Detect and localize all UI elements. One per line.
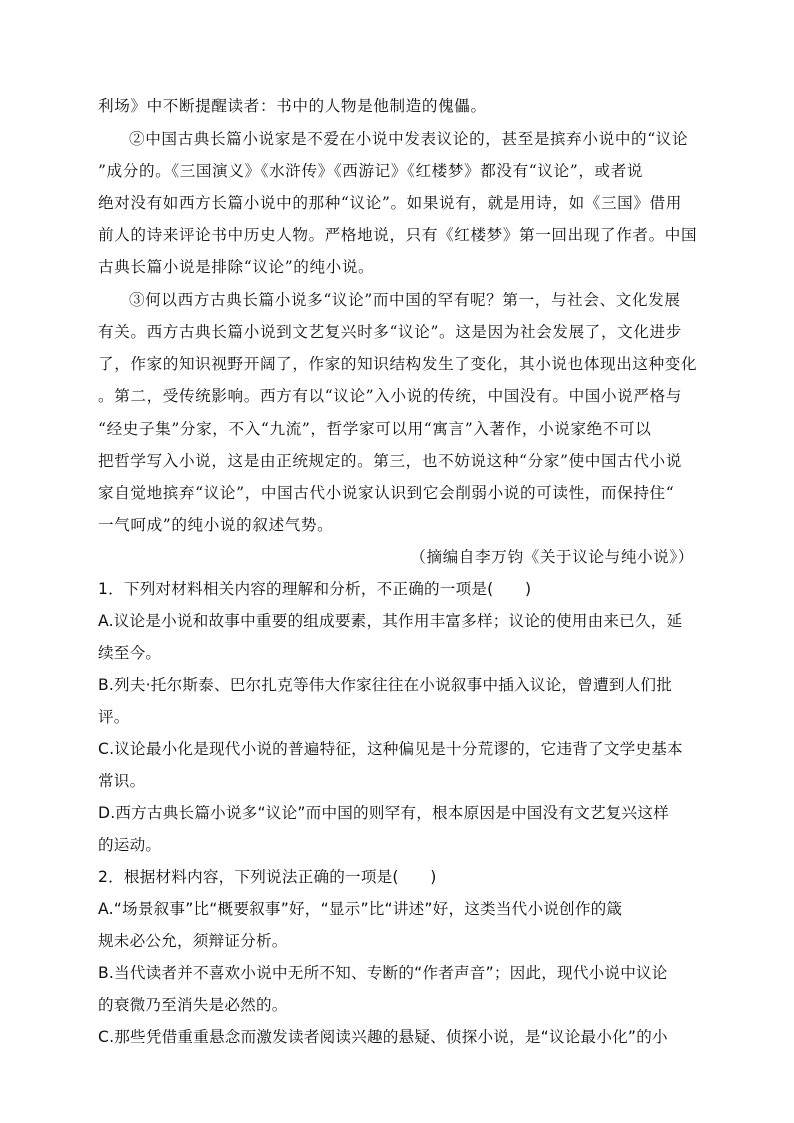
passage-line: 古典长篇小说是排除“议论”的纯小说。 [98, 258, 375, 276]
question-2-stem: 2．根据材料内容，下列说法正确的一项是( ) [98, 868, 437, 886]
passage-line: 有关。西方古典长篇小说到文艺复兴时多“议论”。这是因为社会发展了，文化进步 [98, 323, 682, 341]
passage-line: ③何以西方古典长篇小说多“议论”而中国的罕有呢？第一，与社会、文化发展 [129, 291, 681, 309]
question-1-option-d[interactable]: 的运动。 [98, 836, 162, 854]
passage-line: 。第二，受传统影响。西方有以“议论”入小说的传统，中国没有。中国小说严格与 [98, 387, 682, 405]
question-2-option-a[interactable]: 规未必公允，须辩证分析。 [98, 932, 288, 950]
passage-line: 把哲学写入小说，这是由正统规定的。第三，也不妨说这种“分家”使中国古代小说 [98, 452, 682, 470]
passage-line: ②中国古典长篇小说家是不爱在小说中发表议论的，甚至是摈弃小说中的“议论 [129, 130, 689, 148]
question-2-option-a[interactable]: A.“场景叙事”比“概要叙事”好，“显示”比“讲述”好，这类当代小说创作的箴 [98, 900, 623, 918]
question-1-stem: 1．下列对材料相关内容的理解和分析，不正确的一项是( ) [98, 580, 532, 598]
question-1-option-b[interactable]: 评。 [98, 708, 130, 726]
passage-line: 家自觉地摈弃“议论”，中国古代小说家认识到它会削弱小说的可读性，而保持住“ [98, 484, 675, 502]
passage-line: 一气呵成”的纯小说的叙述气势。 [98, 516, 334, 534]
passage-source: （摘编自李万钧《关于议论与纯小说》） [410, 548, 694, 566]
question-1-option-a[interactable]: A.议论是小说和故事中重要的组成要素，其作用丰富多样；议论的使用由来已久，延 [98, 612, 683, 630]
question-1-option-c[interactable]: C.议论最小化是现代小说的普遍特征，这种偏见是十分荒谬的，它违背了文学史基本 [98, 740, 683, 758]
passage-line: 绝对没有如西方长篇小说中的那种“议论”。如果说有，就是用诗，如《三国》借用 [98, 194, 682, 212]
passage-line: 前人的诗来评论书中历史人物。严格地说，只有《红楼梦》第一回出现了作者。中国 [98, 226, 698, 244]
question-1-option-b[interactable]: B.列夫·托尔斯泰、巴尔扎克等伟大作家往往在小说叙事中插入议论，曾遭到人们批 [98, 676, 672, 694]
passage-line: 利场》中不断提醒读者：书中的人物是他制造的傀儡。 [98, 97, 487, 115]
passage-line: “经史子集”分家，不入“九流”，哲学家可以用“寓言”入著作，小说家绝不可以 [98, 420, 652, 438]
passage-line: 了，作家的知识视野开阔了，作家的知识结构发生了变化，其小说也体现出这种变化 [98, 355, 698, 373]
passage-line: ”成分的。《三国演义》《水浒传》《西游记》《红楼梦》都没有“议论”，或者说 [98, 162, 644, 180]
question-2-option-c[interactable]: C.那些凭借重重悬念而激发读者阅读兴趣的悬疑、侦探小说，是“议论最小化”的小 [98, 1028, 668, 1046]
question-2-option-b[interactable]: 的衰微乃至消失是必然的。 [98, 996, 288, 1014]
question-1-option-c[interactable]: 常识。 [98, 772, 146, 790]
question-1-option-a[interactable]: 续至今。 [98, 644, 162, 662]
question-2-option-b[interactable]: B.当代读者并不喜欢小说中无所不知、专断的“作者声音”；因此，现代小说中议论 [98, 964, 668, 982]
question-1-option-d[interactable]: D.西方古典长篇小说多“议论”而中国的则罕有，根本原因是中国没有文艺复兴这样 [98, 804, 669, 822]
